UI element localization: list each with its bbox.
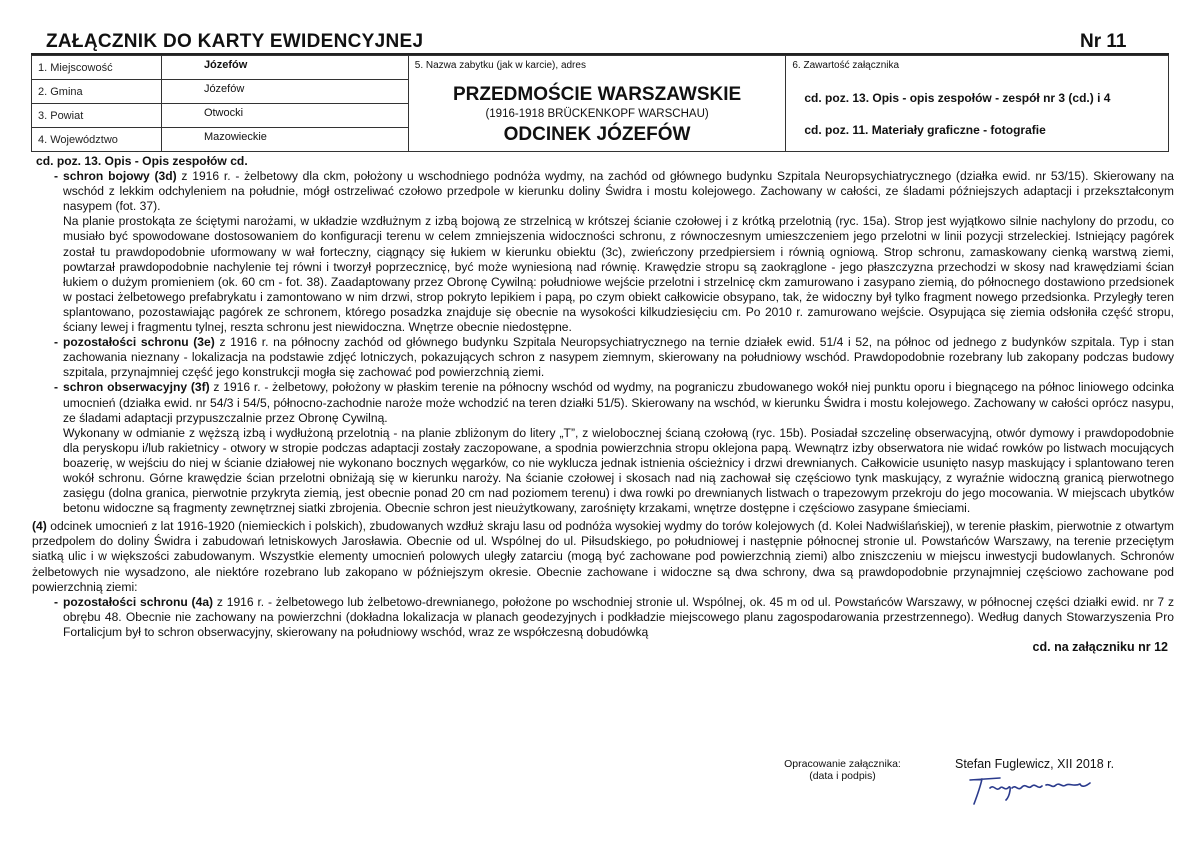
item-title: pozostałości schronu (3e) <box>63 335 215 350</box>
contents-cell <box>786 56 1169 152</box>
item-text: z 1916 r. - żelbetowy, położony w płaskim terenie na północny wschód od wydmy, na pograniczu zbudowanego wokół niej punktu oporu i biegnącego na północ liniowego odcinka umocnień (działka ewid. nr 54/3 i 54/5, północno-zachodnie naroże może wchodzić na teren działki 51/5). Skierowany na wschód, w kierunku Świdra i mostu kolejowego. Zachowany w całości oprócz nasypu, ze śladami adaptacji przypuszczalnie przez Obronę Cywilną. <box>63 380 1175 425</box>
monument-subtitle: (1916-1918 BRÜCKENKOPF WARSCHAU) <box>485 108 709 120</box>
prepared-label <box>770 758 915 782</box>
monument-section: ODCINEK JÓZEFÓW <box>503 124 691 145</box>
item-title: pozostałości schronu (4a) <box>63 594 214 609</box>
field-label: 4. Województwo <box>32 128 162 152</box>
item-title: schron bojowy (3d) <box>63 169 177 184</box>
field-label: 1. Miejscowość <box>32 56 162 80</box>
contents-line-1: cd. poz. 13. Opis - opis zespołów - zespół nr 3 (cd.) i 4 <box>804 91 1111 105</box>
field-value-commune: Józefów <box>161 80 408 104</box>
monument-cell <box>408 56 786 152</box>
prepared-label-line-1: Opracowanie załącznika: <box>784 758 901 770</box>
monument-label: 5. Nazwa zabytku (jak w karcie), adres <box>414 60 586 71</box>
header-table <box>31 55 1169 152</box>
contents-line-2: cd. poz. 11. Materiały graficzne - fotografie <box>804 123 1046 137</box>
list-dash: - <box>54 594 59 609</box>
field-value-county: Otwocki <box>161 104 408 128</box>
list-item-4a <box>36 595 1174 640</box>
item-text: z 1916 r. - żelbetowego lub żelbetowo-drewnianego, położone po wschodniej stronie ul. Wspólnej, ok. 45 m od ul. Powstańców Warszawy, w północnej części działki ewid. nr 7 z obrębu 48. Obecnie nie zachowany na powierzchni (dokładna lokalizacja w planach geodezyjnych i podkładzie miejscowego planu zagospodarowania przestrzennego). Według danych Stowarzyszenia Pro Fortalicjum był to schron obserwacyjny, skierowany na południowy wschód, wraz ze współczesną dobudówką <box>63 594 1174 639</box>
field-label: 3. Powiat <box>32 104 162 128</box>
item-continuation: Na planie prostokąta ze ściętymi narożami, w układzie wzdłużnym z izbą bojową ze strzelnicą w krótszej ścianie czołowej i z krótką przelotnią (ryc. 15a). Strop jest wyjątkowo silnie nachylony do przodu, co musiało być spowodowane dostosowaniem do konfiguracji terenu w celem zmniejszenia widoczności schronu, z równoczesnym umieszczeniem jego przelotni w linii pozycji strzeleckiej. Istniejący pagórek został tu prawdopodobnie uformowany w wał forteczny, ciągnący się łukiem w kierunku obiektu (3c), zwieńczony przedpiersiem i równią ogniową. Strop schronu, zamaskowany cienką warstwą ziemi, powtarzał prawdopodobnie nachylenie tej równi i tworzył poprzecznicę, być może wyniesioną nad równię. Krawędzie stropu są zaokrąglone - jego płaszczyzna przechodzi w skosy nad krawędziami ścian łukiem o dużym promieniem (ok. 60 cm - fot. 38). Zaadaptowany przez Obronę Cywilną: południowe wejście przelotni i strzelnicę ckm zamurowano i zasypano ziemią, do północnego dostawiono przedsionek w postaci żelbetowego prefabrykatu i zamontowano w nim drzwi, strop pokryto lepikiem i papą, po czym obiekt całkowicie obsypano, tak, że widoczny był tylko fragment nowego przedsionka. Przyległy teren splantowano, pozostawiając pagórek ze schronem, którego posadzka znajduje się obecnie na wysokości kilkudziesięciu cm. Po 2010 r. zamurowano wejście. Osypująca się ziemia odsłoniła część stropu, ściany lewej i fragmentu tylnej, reszta schronu jest niewidoczna. Wnętrze obecnie niedostępne. <box>63 214 1174 335</box>
prepared-label-line-2: (data i podpis) <box>809 770 876 782</box>
section-text: odcinek umocnień z lat 1916-1920 (niemieckich i polskich), zbudowanych wzdłuż skraju lasu od podnóża wysokiej wydmy do torów kolejowych (d. Kolei Nadwiślańskiej), w terenie płaskim, pierwotnie z otwartym przedpolem do doliny Świdra i zabudowań letniskowych Jarosławia. Obecnie od ul. Wspólnej do ul. Piłsudskiego, po południowej i następnie północnej stronie ul. Powstańców Warszawy, na terenie przeciętym siatką ulic i w większości zabudowanym. Wszystkie elementy umocnień polowych uległy zatarciu (mogą być zachowane pod powierzchnią ziemi) albo zniszczeniu w miejscu inwestycji budowlanych. Schronów żelbetowych nie wysadzono, ale niektóre rozebrano lub zakopano w późniejszym okresie. Obecnie zachowane i widoczne są dwa schrony, dwa są prawdopodobnie przynajmniej częściowo zachowane pod powierzchnią ziemi: <box>32 519 1174 594</box>
item-text: z 1916 r. - żelbetowy dla ckm, położony u wschodniego podnóża wydmy, na zachód od głównego budynku Szpitala Neuropsychiatrycznego (działka ewid. nr 53/15). Skierowany na wschód z lekkim odchyleniem na południe, mógł ostrzeliwać czołowo przedpole w kierunku doliny Świdra i mostu kolejowego. Zachowany w całości, ze śladami późniejszych adaptacji i przekształconym nasypem (fot. 37). <box>63 169 1174 214</box>
field-value-locality: Józefów <box>161 56 408 80</box>
list-item-3e <box>36 335 1174 380</box>
item-continuation: Wykonany w odmianie z węższą izbą i wydłużoną przelotnią - na planie zbliżonym do litery „T”, z wielobocznej ścianą czołową (ryc. 15b). Posiadał szczelinę obserwacyjną, otwór dymowy i prawdopodobnie dla peryskopu i/lub rakietnicy - otwory w stropie podczas adaptacji zostały zaczopowane, a spodnia powierzchnia stropu oklejona papą. Wewnątrz izby obserwatora nie widać rowków po listwach mocujących boazerię, w wejściu do niej w ścianie działowej nie wykonano bocznych węgarków, co nie wyklucza jednak istnienia ościeżnicy i drzwi drewnianych. Całkowicie usunięto nasyp maskujący i splantowano teren wokół schronu. Górne krawędzie ścian przelotni obniżają się w kierunku naroży. Na ścianie czołowej i skosach nad nią zachował się częściowo tynk maskujący, z wyraźnie widoczną granicą pierwotnego zasięgu (dolna granica, pierwotnie przykryta ziemią, jest obecnie ponad 20 cm nad poziomem terenu) i dwa rowki po drewnianych listwach o trapezowym przekroju do jego mocowania. W miejscach ubytków betonu widoczne są fragmenty zewnętrznej siatki zbrojenia. Obecnie schron jest nieużytkowany, zarośnięty krzakami, wnętrze dostępne i częściowo zasypane śmieciami. <box>63 425 1174 516</box>
field-label: 2. Gmina <box>32 80 162 104</box>
handwritten-signature <box>960 774 1100 806</box>
description-body <box>32 154 1175 655</box>
field-value-voivodeship: Mazowieckie <box>161 128 408 152</box>
list-dash: - <box>54 169 59 184</box>
section-number: (4) <box>32 519 47 534</box>
list-item-3d <box>36 169 1174 335</box>
section-heading: cd. poz. 13. Opis - Opis zespołów cd. <box>36 154 248 168</box>
item-title: schron obserwacyjny (3f) <box>63 380 210 395</box>
list-dash: - <box>54 335 59 350</box>
continued-note: cd. na załączniku nr 12 <box>1032 640 1168 654</box>
contents-label: 6. Zawartość załącznika <box>792 60 900 71</box>
document-title: ZAŁĄCZNIK DO KARTY EWIDENCYJNEJ <box>46 31 424 52</box>
attachment-number: Nr 11 <box>1080 31 1127 52</box>
item-text: z 1916 r. na północny zachód od głównego budynku Szpitala Neuropsychiatrycznego na ternie działek ewid. 51/4 i 52, na północ od jednego z budynków szpitala. Typ i stan zachowania nieznany - lokalizacja na podstawie zdjęć lotniczych, pokazujących schron z nasypem ziemnym, skierowany na południowy wschód. Prawdopodobnie rozebrany lub zakopany podczas budowy szpitala, przynajmniej część jego konstrukcji mogła się zachować pod powierzchnią ziemi. <box>63 335 1174 380</box>
section-4 <box>32 519 1174 594</box>
list-dash: - <box>54 380 59 395</box>
monument-name: PRZEDMOŚCIE WARSZAWSKIE <box>452 84 742 105</box>
list-item-3f <box>36 380 1174 516</box>
prepared-value: Stefan Fuglewicz, XII 2018 r. <box>955 757 1115 771</box>
